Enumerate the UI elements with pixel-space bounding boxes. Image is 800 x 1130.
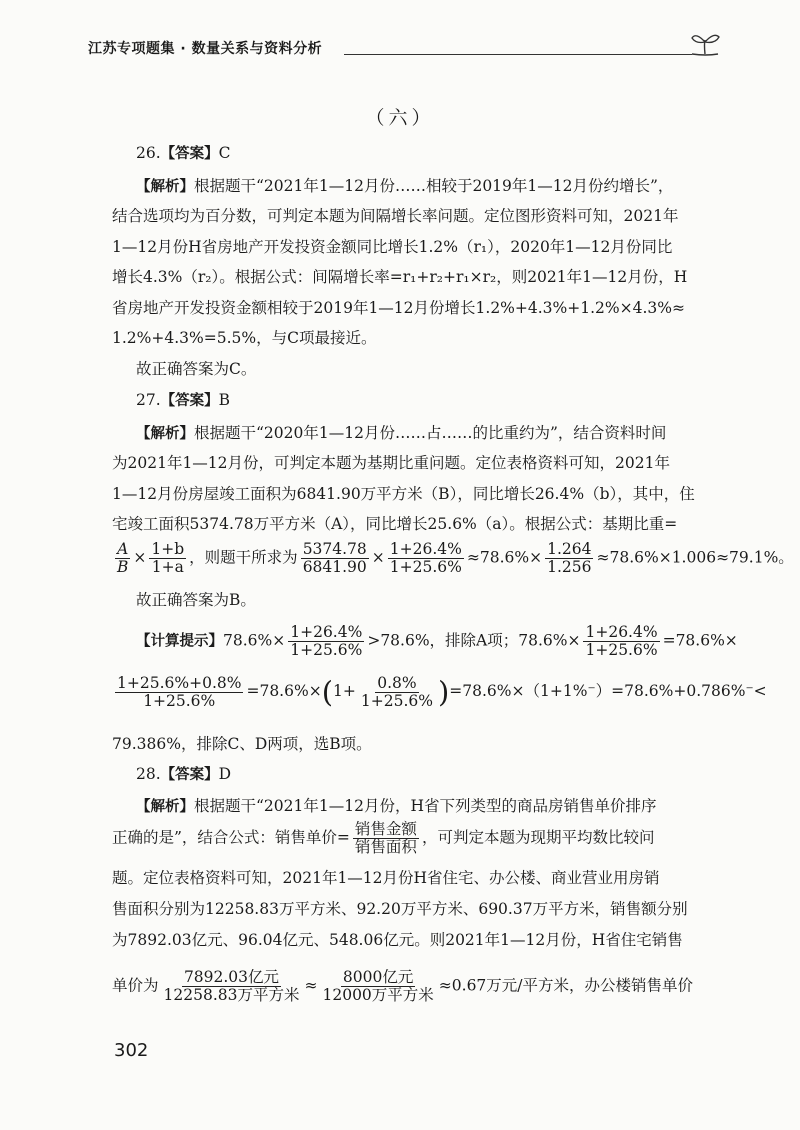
fraction-8000 <box>320 969 435 1004</box>
q27-line-3: 1—12月份房屋竣工面积为6841.90万平方米（B），同比增长26.4%（b），其中，住 <box>112 485 695 503</box>
frac-num: 1+26.4% <box>290 623 363 641</box>
frac-num: 7892.03亿元 <box>183 968 280 986</box>
q27-line-2: 为2021年1—12月份，可判定本题为基期比重问题。定位表格资料可知，2021年 <box>112 454 670 472</box>
q27-text-5b: ≈78.6%× <box>466 548 543 567</box>
fraction-a-over-b <box>115 541 130 576</box>
q26-answer: C <box>218 144 231 162</box>
q28-text-6b: ≈0.67万元/平方米，办公楼销售单价 <box>438 976 694 995</box>
q28-answer: D <box>218 765 232 783</box>
frac-den: 销售面积 <box>354 838 417 856</box>
q27-text-5a: ，则题干所求为 <box>189 548 298 567</box>
frac-num: 0.8% <box>377 673 417 692</box>
frac-num: 1+b <box>151 540 185 558</box>
tip-text-1b: >78.6%，排除A项；78.6%× <box>367 631 581 650</box>
q27-answer-line <box>136 389 230 412</box>
q27-answer: B <box>218 391 231 409</box>
frac-num: 8000亿元 <box>342 968 414 986</box>
q26-number: 26. <box>136 144 161 162</box>
frac-den: 1.256 <box>547 558 592 576</box>
q28-line-2 <box>112 821 654 856</box>
frac-num: 1+25.6%+0.8% <box>117 673 242 692</box>
q28-text-2b: ，可判定本题为现期平均数比较问 <box>421 828 655 847</box>
frac-den: 1+25.6% <box>290 641 363 659</box>
q27-text-1: 根据题干“2020年1—12月份……占……的比重约为”，结合资料时间 <box>194 424 667 442</box>
q28-text-1: 根据题干“2021年1—12月份，H省下列类型的商品房销售单价排序 <box>194 797 657 815</box>
q27-tip-line-3: 79.386%，排除C、D两项，选B项。 <box>112 735 372 753</box>
q27-tip-line-1 <box>136 624 738 659</box>
q28-line-3: 题。定位表格资料可知，2021年1—12月份H省住宅、办公楼、商业营业用房销 <box>112 869 660 887</box>
fraction-08 <box>359 675 435 710</box>
frac-den: B <box>117 558 129 576</box>
q26-line-6: 1.2%+4.3%=5.5%，与C项最接近。 <box>112 329 377 347</box>
fraction-7892 <box>162 969 302 1004</box>
q26-line-4: 增长4.3%（r₂）。根据公式：间隔增长率=r₁+r₂+r₁×r₂，则2021年1—12月份，H <box>112 268 688 286</box>
q27-formula-line: $\frac{A}{B}$ × $\frac{1+b}{1+a}$ ，则题干所求为 $\frac{5374.78}{6841.90}$ × $\frac{1+26.4\%}{1+25.6\%}$ ≈78.6%× $\frac{1.264}{1.256}$ ≈78.6%×1.006≈79.1%。 <box>117 540 794 576</box>
q28-answer-label: 【答案】 <box>160 767 219 783</box>
q27-line-1 <box>136 422 666 445</box>
fraction-sales-price <box>353 821 419 856</box>
fraction-growth <box>388 541 464 576</box>
running-header: 江苏专项题集 · 数量关系与资料分析 <box>88 41 323 57</box>
frac-den: 1+25.6% <box>143 691 216 710</box>
frac-den: 12258.83万平方米 <box>163 986 300 1004</box>
frac-num: 1+26.4% <box>389 540 462 558</box>
q28-number: 28. <box>136 765 161 783</box>
q27-number: 27. <box>136 391 161 409</box>
tip-text-2a: =78.6%× <box>246 682 322 700</box>
q27-conclusion: 故正确答案为B。 <box>136 591 256 609</box>
left-paren: ( <box>321 675 334 709</box>
right-paren: ) <box>437 675 450 709</box>
tip-text-2b: =78.6%×（1+1%⁻）=78.6%+0.786%⁻< <box>449 682 767 700</box>
fraction-growth <box>583 624 659 659</box>
q28-answer-line <box>136 763 231 786</box>
q26-line-5: 省房地产开发投资金额相较于2019年1—12月份增长1.2%+4.3%+1.2%×4.3%≈ <box>112 299 685 317</box>
frac-den: 1+a <box>151 558 184 576</box>
q26-line-2: 结合选项均为百分数，可判定本题为间隔增长率问题。定位图形资料可知，2021年 <box>112 207 679 225</box>
header-rule <box>344 54 692 55</box>
fraction-1264-over-1256 <box>545 541 593 576</box>
q28-line-5: 为7892.03亿元、96.04亿元、548.06亿元。则2021年1—12月份，H省住宅销售 <box>112 931 683 949</box>
q26-line-3: 1—12月份H省房地产开发投资金额同比增长1.2%（r₁），2020年1—12月份同比 <box>112 238 673 256</box>
tip-text-1c: =78.6%× <box>662 631 738 650</box>
page-number: 302 <box>114 1040 149 1061</box>
fraction-tip <box>115 675 243 710</box>
q26-analysis-label: 【解析】 <box>136 179 194 195</box>
q28-line-6: 单价为 $\frac{\text{7892.03亿元}}{\text{12258.83万平方米}}$ ≈ $\frac{\text{8000亿元}}{\text{12000万平方米}}$ ≈0.67万元/平方米，办公楼销售单价 <box>112 968 694 1004</box>
frac-num: 5374.78 <box>302 540 367 558</box>
calc-tip-label: 【计算提示】 <box>136 633 223 650</box>
frac-den: 1+25.6% <box>389 558 462 576</box>
frac-den: 1+25.6% <box>585 641 658 659</box>
q28-line-1 <box>136 795 656 818</box>
frac-num: A <box>117 540 129 558</box>
frac-num: 销售金额 <box>354 820 417 838</box>
q28-text-2a: 正确的是”，结合公式：销售单价= <box>112 828 350 847</box>
frac-den: 12000万平方米 <box>322 986 434 1004</box>
tip-one-plus: 1+ <box>333 682 356 700</box>
fraction-1b-over-1a <box>149 541 186 576</box>
q26-conclusion: 故正确答案为C。 <box>136 360 257 378</box>
frac-num: 1+26.4% <box>585 623 658 641</box>
q27-analysis-label: 【解析】 <box>136 426 194 442</box>
sprout-icon <box>688 30 722 60</box>
frac-den: 1+25.6% <box>360 691 433 710</box>
frac-den: 6841.90 <box>302 558 367 576</box>
q27-tip-line-2 <box>112 672 767 712</box>
tip-text-1a: 78.6%× <box>223 631 286 650</box>
q26-answer-label: 【答案】 <box>160 146 219 162</box>
q26-line-1 <box>136 175 673 198</box>
q26-answer-line <box>136 142 231 165</box>
q27-line-4: 宅竣工面积5374.78万平方米（A），同比增长25.6%（a）。根据公式：基期比重= <box>112 515 678 533</box>
q28-text-6a: 单价为 <box>112 976 159 995</box>
q27-text-5c: ≈78.6%×1.006≈79.1%。 <box>596 548 794 567</box>
fraction-5374-over-6841 <box>301 541 369 576</box>
fraction-growth <box>288 624 364 659</box>
q28-analysis-label: 【解析】 <box>136 799 194 815</box>
q26-text-1: 根据题干“2021年1—12月份……相较于2019年1—12月份约增长”， <box>194 177 674 195</box>
section-title: （六） <box>365 107 435 129</box>
q28-line-4: 售面积分别为12258.83万平方米、92.20万平方米、690.37万平方米，销售额分别 <box>112 900 688 918</box>
q27-answer-label: 【答案】 <box>160 393 219 409</box>
frac-num: 1.264 <box>547 540 592 558</box>
